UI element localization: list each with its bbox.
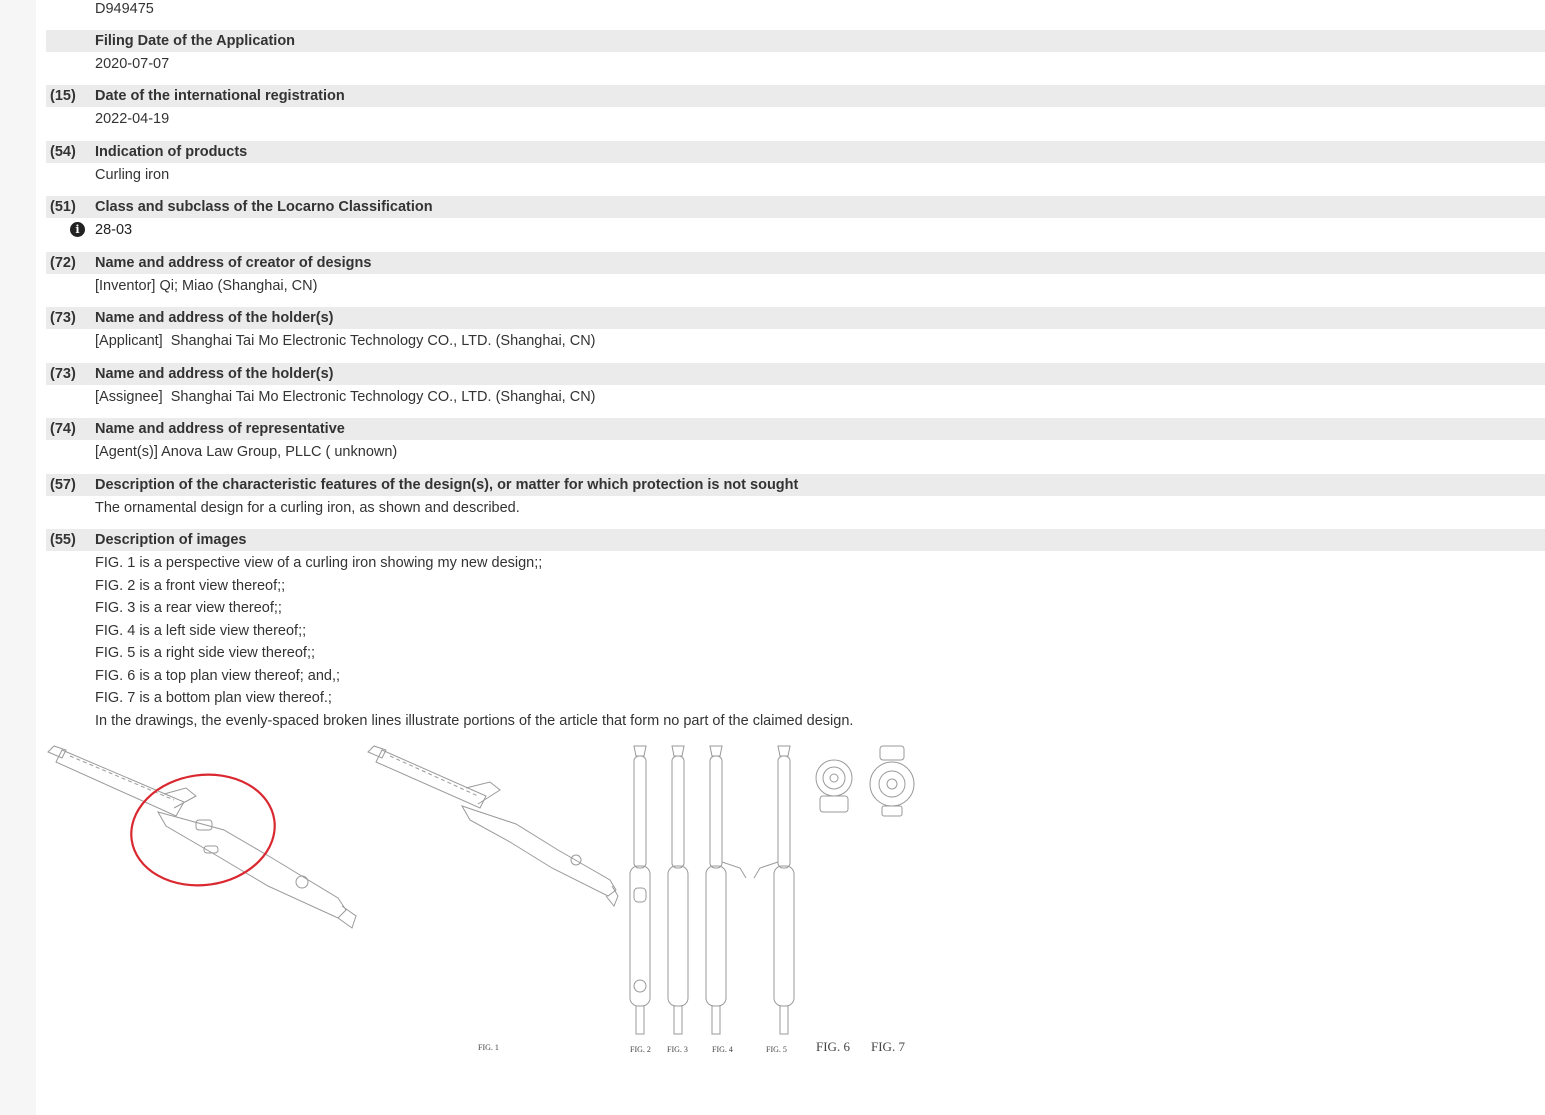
section-label: Name and address of the holder(s) (95, 366, 334, 382)
section-header-description-of-images (46, 529, 1545, 551)
info-circle-icon[interactable]: i (70, 222, 85, 237)
section-header-holder-assignee (46, 363, 1545, 385)
section-code: (72) (50, 255, 76, 271)
fig1-perspective-drawing (48, 746, 356, 928)
fig3-rear-view-drawing (668, 746, 688, 1034)
applicant-value: [Applicant] Shanghai Tai Mo Electronic Technology CO., LTD. (Shanghai, CN) (95, 333, 596, 349)
section-label: Filing Date of the Application (95, 33, 296, 49)
fig-label: FIG. 5 (766, 1045, 787, 1054)
image-description-line: FIG. 5 is a right side view thereof;; (95, 645, 316, 661)
locarno-class-value: 28-03 (95, 222, 133, 238)
section-label: Description of the characteristic features of the design(s), or matter for which protection is not sought (95, 477, 799, 493)
section-code: (54) (50, 144, 76, 160)
drawing-sheet (46, 738, 926, 1068)
section-code: (57) (50, 477, 76, 493)
section-code: (73) (50, 366, 76, 382)
fig-label: FIG. 3 (667, 1045, 688, 1054)
image-description-line: FIG. 6 is a top plan view thereof; and,; (95, 668, 341, 684)
section-header-characteristic-features (46, 474, 1545, 496)
section-header-holder-applicant (46, 307, 1545, 329)
section-header-registration-date (46, 85, 1545, 107)
filing-date-value: 2020-07-07 (95, 56, 170, 72)
section-code: (15) (50, 88, 76, 104)
section-label: Name and address of creator of designs (95, 255, 372, 271)
section-label: Date of the international registration (95, 88, 345, 104)
section-header-locarno-class (46, 196, 1545, 218)
fig7-bottom-plan-drawing (870, 746, 914, 816)
section-label: Description of images (95, 532, 247, 548)
fig6-top-plan-drawing (816, 760, 852, 812)
representative-value: [Agent(s)] Anova Law Group, PLLC ( unknown) (95, 444, 398, 460)
characteristic-features-value: The ornamental design for a curling iron, as shown and described. (95, 500, 520, 516)
image-description-line: FIG. 4 is a left side view thereof;; (95, 623, 307, 639)
fig1-secondary-drawing (368, 746, 618, 906)
fig2-front-view-drawing (630, 746, 650, 1034)
left-gutter (0, 0, 36, 1115)
fig-label: FIG. 1 (478, 1043, 499, 1052)
section-label: Indication of products (95, 144, 248, 160)
section-code: (73) (50, 310, 76, 326)
products-value: Curling iron (95, 167, 170, 183)
section-code: (51) (50, 199, 76, 215)
image-description-line: FIG. 7 is a bottom plan view thereof.; (95, 690, 332, 706)
section-header-representative (46, 418, 1545, 440)
creator-value: [Inventor] Qi; Miao (Shanghai, CN) (95, 278, 318, 294)
image-description-line: FIG. 2 is a front view thereof;; (95, 578, 286, 594)
fig-label: FIG. 2 (630, 1045, 651, 1054)
registration-date-value: 2022-04-19 (95, 111, 170, 127)
section-header-indication-of-products (46, 141, 1545, 163)
fig5-right-side-view-drawing (754, 746, 794, 1034)
fig-label: FIG. 4 (712, 1045, 733, 1054)
assignee-value: [Assignee] Shanghai Tai Mo Electronic Technology CO., LTD. (Shanghai, CN) (95, 389, 596, 405)
fig-label: FIG. 6 (816, 1039, 850, 1054)
image-description-line: In the drawings, the evenly-spaced broken lines illustrate portions of the article that form no part of the claimed design. (95, 713, 854, 729)
publication-number: D949475 (95, 1, 154, 17)
image-description-line: FIG. 1 is a perspective view of a curling iron showing my new design;; (95, 555, 543, 571)
section-label: Name and address of representative (95, 421, 345, 437)
section-header-creator (46, 252, 1545, 274)
section-label: Class and subclass of the Locarno Classification (95, 199, 433, 215)
section-code: (74) (50, 421, 76, 437)
section-header-filing-date (46, 30, 1545, 52)
fig4-left-side-view-drawing (706, 746, 746, 1034)
image-description-line: FIG. 3 is a rear view thereof;; (95, 600, 282, 616)
section-label: Name and address of the holder(s) (95, 310, 334, 326)
section-code: (55) (50, 532, 76, 548)
patent-drawings[interactable] (46, 738, 926, 1068)
fig-label: FIG. 7 (871, 1039, 905, 1054)
